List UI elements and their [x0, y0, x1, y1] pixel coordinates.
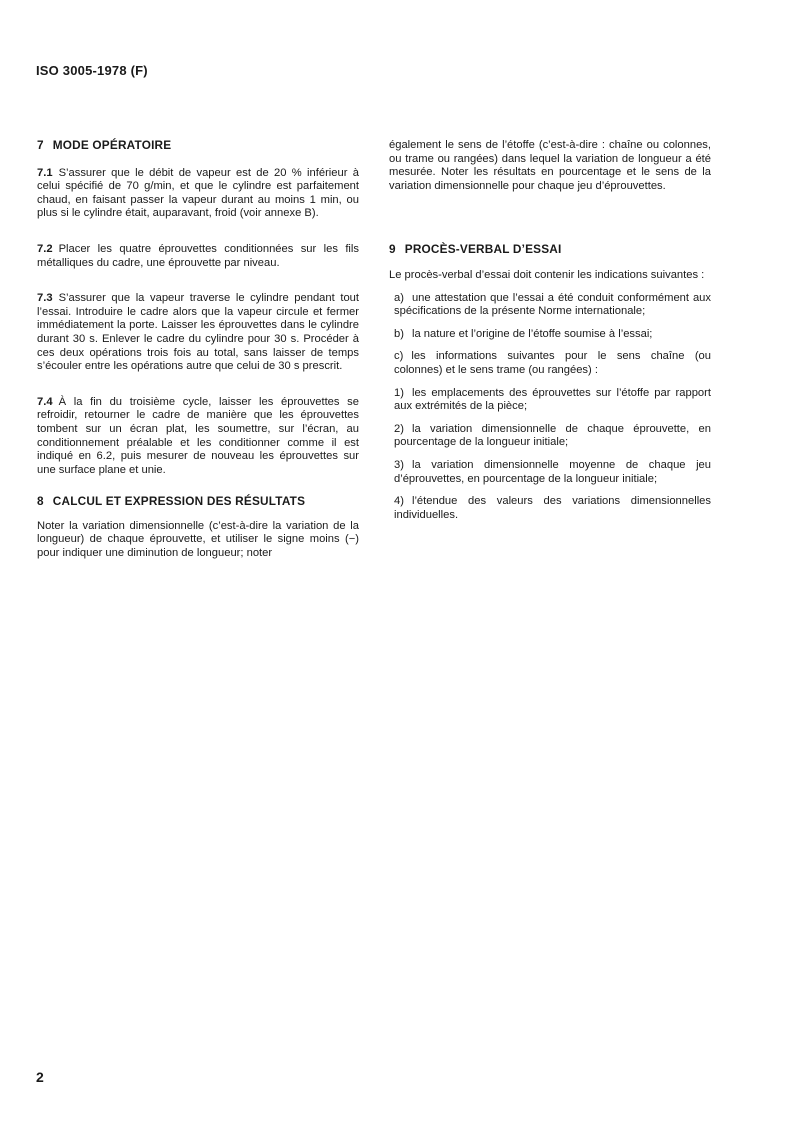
page-number: 2: [36, 1069, 44, 1085]
paragraph-7-4: [37, 396, 359, 478]
list-item-text: une attestation que l’essai a été conduit conformément aux spécifications de la présente Norme internationale;: [394, 291, 711, 318]
list-marker: a): [394, 291, 404, 304]
list-item-a: [394, 292, 711, 319]
list-marker: 3): [394, 458, 404, 471]
paragraph-number: 7.1: [37, 166, 53, 179]
paragraph-7-2: [37, 243, 359, 270]
section-8-text: Noter la variation dimensionnelle (c’est-à-dire la variation de la longueur) de chaque éprouvette, et utiliser le signe moins (−) pour indiquer une diminution de longueur; noter: [37, 519, 359, 560]
section-title: MODE OPÉRATOIRE: [52, 138, 172, 152]
sub-item-3: [394, 459, 711, 486]
section-9-intro: Le procès-verbal d’essai doit contenir les indications suivantes :: [389, 268, 705, 281]
paragraph-number: 7.3: [37, 292, 53, 305]
section-number: 8: [37, 494, 44, 509]
sub-item-2: [394, 423, 711, 450]
list-item-text: l’étendue des valeurs des variations dimensionnelles individuelles.: [394, 495, 711, 521]
paragraph-text: S’assurer que la vapeur traverse le cylindre pendant tout l’essai. Introduire le cadre alors que la vapeur circule et fermer immédiatement la porte. Laisser les éprouvettes dans le cylindre durant 30 s. Enlever le cadre du cylindre pour 30 s. Procéder à ces deux opérations trois fois au total, sans laisser de temps s’écouler entre les opérations autre que celui de 30 s prescrit.: [37, 292, 359, 373]
list-item-text: les informations suivantes pour le sens chaîne (ou colonnes) et le sens trame (ou rangées) :: [394, 350, 711, 376]
list-marker: c): [394, 350, 404, 363]
right-column: [389, 139, 711, 522]
list-marker: b): [394, 327, 404, 340]
list-marker: 4): [394, 495, 404, 508]
section-number: 9: [389, 242, 396, 257]
paragraph-text: S’assurer que le débit de vapeur est de 20 % inférieur à celui spécifié de 70 g/min, et que le cylindre est parfaitement chaud, en faisant passer la vapeur durant au moins 1 min, ou plus si le cylindre était, auparavant, froid (voir annexe B).: [37, 166, 359, 220]
section-title: CALCUL ET EXPRESSION DES RÉSULTATS: [52, 494, 306, 509]
list-item-b: [394, 328, 711, 342]
section-8-heading: [37, 495, 359, 509]
section-8-text-continued: également le sens de l’étoffe (c’est-à-dire : chaîne ou colonnes, ou trame ou rangées) dans lequel la variation de longueur a été mesurée. Noter les résultats en pourcentage et le sens de la variation dimensionnelle pour chaque jeu d’éprouvettes.: [389, 139, 711, 192]
list-item-c: [394, 350, 711, 377]
section-number: 7: [37, 138, 44, 152]
list-marker: 1): [394, 386, 404, 399]
list-item-text: la variation dimensionnelle de chaque éprouvette, en pourcentage de la longueur initiale;: [394, 422, 711, 449]
section-title: PROCÈS-VERBAL D’ESSAI: [404, 242, 562, 257]
section-9-heading: [389, 243, 711, 257]
paragraph-number: 7.4: [37, 395, 53, 408]
left-column: [37, 139, 359, 561]
list-item-text: les emplacements des éprouvettes sur l’étoffe par rapport aux extrémités de la pièce;: [394, 386, 711, 413]
paragraph-7-1: [37, 167, 359, 221]
list-item-text: la variation dimensionnelle moyenne de chaque jeu d’éprouvettes, en pourcentage de la longueur initiale;: [394, 458, 711, 485]
list-marker: 2): [394, 422, 404, 435]
standard-reference: ISO 3005-1978 (F): [36, 63, 148, 78]
paragraph-text: À la fin du troisième cycle, laisser les éprouvettes se refroidir, retourner le cadre de manière que les éprouvettes tombent sur un écran plat, les soumettre, sur l’écran, au conditionnement préalable et les conditionner comme il est indiqué en 6.2, puis mesurer de nouveau les éprouvettes sur une surface plane et unie.: [37, 395, 359, 476]
paragraph-7-3: [37, 292, 359, 374]
paragraph-text: Placer les quatre éprouvettes conditionnées sur les fils métalliques du cadre, une éprouvette par niveau.: [37, 242, 359, 269]
list-item-text: la nature et l’origine de l’étoffe soumise à l’essai;: [411, 327, 653, 340]
section-7-heading: [37, 139, 359, 153]
sub-item-1: [394, 387, 711, 414]
paragraph-number: 7.2: [37, 242, 53, 255]
sub-item-4: [394, 495, 711, 522]
